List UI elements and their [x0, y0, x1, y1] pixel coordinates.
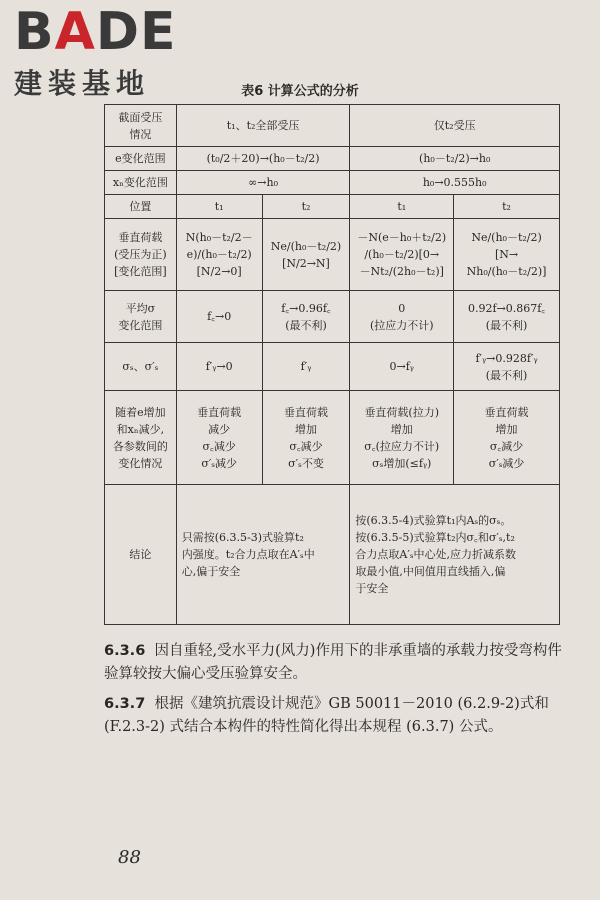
table-cell: xₙ变化范围 — [105, 171, 177, 195]
cell-line: σ′ₛ减少 — [488, 456, 525, 470]
cell-line: 垂直荷载 — [283, 405, 328, 419]
table-cell — [105, 291, 177, 343]
paragraph-6-3-6 — [104, 640, 564, 686]
table-cell — [454, 219, 560, 291]
table-cell: t₁ — [176, 195, 262, 219]
table-row — [105, 485, 560, 625]
table-cell — [105, 105, 177, 147]
table-cell: t₂ — [262, 195, 350, 219]
table-title: 表6 计算公式的分析 — [241, 84, 359, 99]
table-row — [105, 195, 560, 219]
table-row — [105, 343, 560, 391]
cell-line: 按(6.3.5-4)式验算t₁内Aₛ的σₛ。 — [355, 514, 512, 527]
cell-line: σ꜀减少 — [489, 439, 524, 453]
cell-line: σ꜀减少 — [202, 439, 236, 453]
cell-line: 内强度。t₂合力点取在A′ₛ中 — [181, 548, 315, 561]
cell-line: 于安全 — [355, 582, 389, 595]
cell-line: 垂直荷载 — [118, 231, 163, 244]
paragraph-text: 根据《建筑抗震设计规范》GB 50011－2010 (6.2.9-2)式和 (F.2.3-2) 式结合本构件的特性简化得出本规程 (6.3.7) 公式。 — [104, 696, 549, 735]
table-cell — [350, 291, 454, 343]
cell-line: 心,偏于安全 — [181, 565, 241, 578]
cell-line: 变化范围 — [118, 318, 163, 332]
table-row — [105, 391, 560, 485]
table-cell — [350, 391, 454, 485]
cell-line: σ′ₛ不变 — [288, 456, 324, 470]
cell-line: 0 — [398, 301, 406, 315]
table-cell: σₛ、σ′ₛ — [105, 343, 177, 391]
cell-line: 增加 — [495, 422, 518, 436]
cell-line: 垂直荷载 — [197, 405, 242, 419]
table-cell — [105, 391, 177, 485]
table-cell: 位置 — [105, 195, 177, 219]
table-cell: 0→fᵧ — [350, 343, 454, 391]
table-row — [105, 291, 560, 343]
table-cell — [454, 391, 560, 485]
cell-line: σ′ₛ减少 — [201, 456, 238, 470]
table-cell: f′ᵧ→0 — [176, 343, 262, 391]
paragraph-6-3-7 — [104, 693, 564, 739]
analysis-table — [104, 104, 560, 625]
table-cell: (t₀/2＋20)→(h₀－t₂/2) — [176, 147, 350, 171]
table-cell — [262, 391, 350, 485]
table-cell — [176, 485, 350, 625]
table-cell: 仅t₂受压 — [350, 105, 560, 147]
cell-line: e)/(h₀－t₂/2) — [186, 248, 252, 261]
table-cell: h₀→0.555h₀ — [350, 171, 560, 195]
table-cell: 结论 — [105, 485, 177, 625]
page-number: 88 — [118, 847, 141, 868]
cell-line: f′ᵧ→0.928f′ᵧ — [475, 351, 538, 365]
table-cell — [176, 391, 262, 485]
cell-line: 只需按(6.3.5-3)式验算t₂ — [181, 531, 304, 544]
cell-line: 增加 — [390, 422, 413, 436]
table-cell — [350, 219, 454, 291]
table-cell: t₁ — [350, 195, 454, 219]
paragraph-text: 因自重轻,受水平力(风力)作用下的非承重墙的承载力按受弯构件验算较按大偏心受压验算安全。 — [104, 643, 562, 682]
cell-line: [N→ — [494, 248, 519, 261]
cell-line: 各参数间的 — [112, 439, 168, 453]
table-row — [105, 171, 560, 195]
cell-line: 减少 — [208, 422, 231, 436]
table-cell: t₁、t₂全部受压 — [176, 105, 350, 147]
cell-line: 合力点取A′ₛ中心处,应力折减系数 — [355, 548, 517, 561]
table-row — [105, 105, 560, 147]
logo-subtitle: 建装基地 — [14, 67, 151, 100]
table-cell — [454, 291, 560, 343]
cell-line: －Nt₂/(2h₀－t₂)] — [359, 265, 444, 278]
cell-line: Ne/(h₀－t₂/2) — [270, 239, 342, 253]
table-cell: e变化范围 — [105, 147, 177, 171]
cell-line: f꜀→0.96f꜀ — [281, 301, 331, 315]
cell-line: 垂直荷载 — [484, 405, 529, 419]
cell-line: [变化范围] — [114, 265, 167, 278]
cell-line: 变化情况 — [118, 456, 163, 470]
table-cell — [262, 219, 350, 291]
clause-number: 6.3.6 — [104, 643, 146, 659]
cell-line: Ne/(h₀－t₂/2) — [471, 231, 542, 244]
cell-line: (最不利) — [285, 318, 327, 332]
cell-line: σ꜀(拉应力不计) — [364, 439, 440, 453]
table-cell — [350, 485, 560, 625]
table-cell — [176, 219, 262, 291]
cell-line: Nh₀/(h₀－t₂/2)] — [466, 265, 547, 278]
cell-line: 垂直荷载(拉力) — [364, 405, 440, 419]
table-cell: f′ᵧ — [262, 343, 350, 391]
table-cell — [454, 343, 560, 391]
cell-line: /(h₀－t₂/2)[0→ — [364, 248, 440, 261]
cell-line: σₛ增加(≤fᵧ) — [372, 456, 432, 470]
table-cell: (h₀－t₂/2)→h₀ — [350, 147, 560, 171]
cell-line: 平均σ — [125, 301, 156, 315]
cell-line: σ꜀减少 — [289, 439, 323, 453]
cell-line: (拉应力不计) — [369, 318, 434, 332]
cell-line: 按(6.3.5-5)式验算t₂内σ꜀和σ′ₛ,t₂ — [355, 531, 515, 544]
table-cell: t₂ — [454, 195, 560, 219]
cell-line: (最不利) — [485, 318, 528, 332]
cell-line: N(h₀－t₂/2－ — [185, 231, 253, 244]
cell-line: (受压为正) — [114, 248, 167, 261]
cell-line: (最不利) — [485, 368, 528, 382]
cell-line: [N/2→0] — [196, 265, 242, 278]
cell-line: 截面受压 — [118, 110, 163, 124]
table-cell — [262, 291, 350, 343]
table-cell: ∞→h₀ — [176, 171, 350, 195]
table-cell — [105, 219, 177, 291]
table-row — [105, 147, 560, 171]
cell-line: 情况 — [129, 127, 152, 141]
cell-line: 取最小值,中间值用直线插入,偏 — [355, 565, 506, 578]
table-cell: f꜀→0 — [176, 291, 262, 343]
cell-line: 和xₙ减少, — [116, 422, 165, 436]
cell-line: 随着e增加 — [115, 405, 166, 419]
cell-line: 0.92f→0.867f꜀ — [467, 301, 546, 315]
clause-number: 6.3.7 — [104, 696, 146, 712]
cell-line: －N(e－h₀＋t₂/2) — [357, 231, 447, 244]
cell-line: [N/2→N] — [282, 256, 330, 270]
cell-line: 增加 — [294, 422, 317, 436]
table-row — [105, 219, 560, 291]
logo-wordmark: BADE — [14, 2, 177, 62]
